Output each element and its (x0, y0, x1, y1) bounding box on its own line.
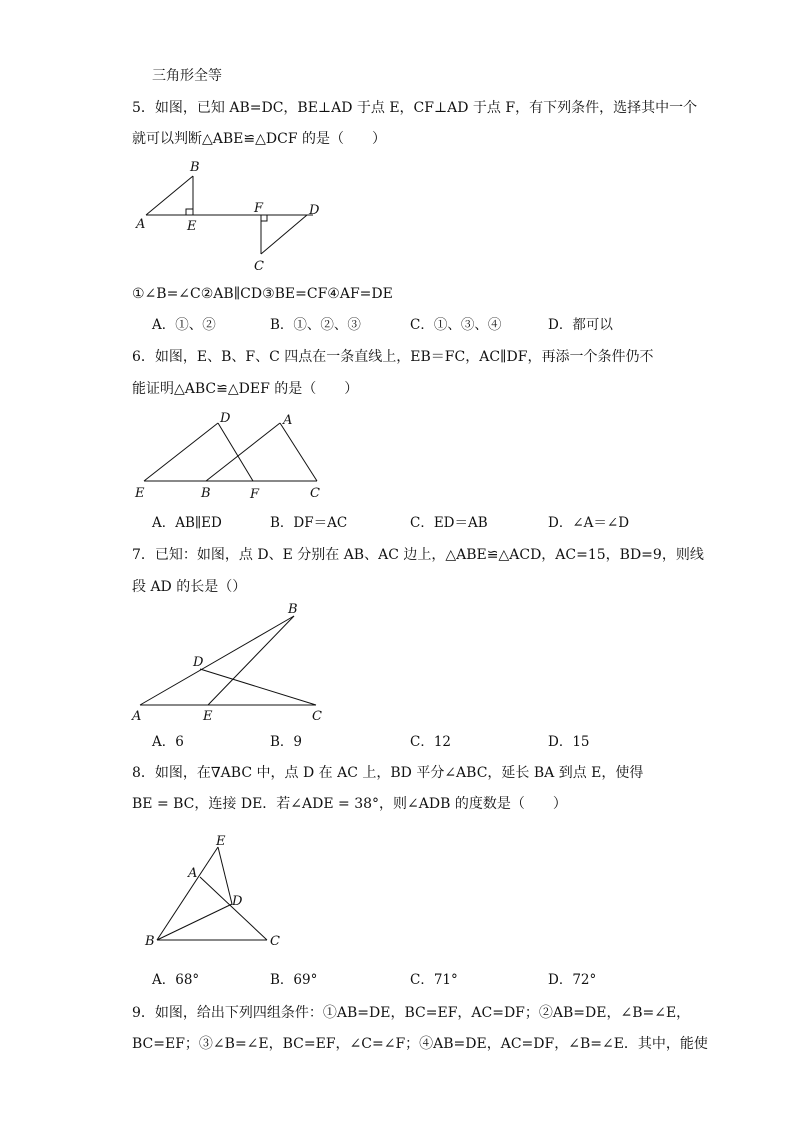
question-6-line-1: 6．如图，E、B、F、C 四点在一条直线上，EB＝FC，AC∥DF，再添一个条件仍不 (132, 349, 654, 365)
q5-option-a[interactable]: A．①、② (152, 317, 216, 333)
question-8-figure (140, 832, 290, 952)
label-e: E (187, 219, 197, 234)
label-d: D (309, 203, 320, 218)
label-d: D (232, 894, 243, 909)
question-8-line-1: 8．如图，在∇ABC 中，点 D 在 AC 上，BD 平分∠ABC，延长 BA 到点 E，使得 (132, 765, 644, 781)
question-8-line-2: BE = BC，连接 DE．若∠ADE = 38°，则∠ADB 的度数是（ ） (132, 796, 567, 812)
label-c: C (270, 934, 280, 949)
label-a: A (283, 413, 293, 428)
label-e: E (203, 709, 213, 724)
label-c: C (310, 486, 320, 501)
label-f: F (250, 487, 260, 502)
line-be (208, 616, 294, 705)
label-d: D (193, 655, 204, 670)
question-5-line-2: 就可以判断△ABE≌△DCF 的是（ ） (132, 131, 386, 147)
line-ed (144, 423, 218, 481)
question-7-figure (130, 598, 340, 728)
line-ab (140, 616, 294, 705)
label-e: E (135, 486, 145, 501)
line-df (218, 423, 253, 481)
question-5-line-1: 5．如图，已知 AB=DC，BE⊥AD 于点 E，CF⊥AD 于点 F，有下列条件，选择其中一个 (132, 100, 698, 116)
section-title: 三角形全等 (152, 68, 222, 84)
q8-option-c[interactable]: C．71° (410, 972, 458, 988)
q5-option-b[interactable]: B．①、②、③ (270, 317, 361, 333)
label-e: E (216, 834, 226, 849)
right-angle-mark-e (186, 209, 193, 215)
question-6-figure (130, 404, 340, 504)
label-b: B (145, 934, 155, 949)
line-ac (280, 423, 317, 481)
line-dc (200, 669, 316, 705)
label-f: F (254, 201, 264, 216)
q5-option-d[interactable]: D．都可以 (548, 317, 613, 333)
line-be (157, 847, 218, 940)
q6-option-b[interactable]: B．DF＝AC (270, 515, 348, 531)
q6-option-d[interactable]: D．∠A＝∠D (548, 515, 630, 531)
question-7-line-2: 段 AD 的长是（） (132, 579, 247, 595)
label-b: B (201, 486, 211, 501)
q6-option-c[interactable]: C．ED＝AB (410, 515, 488, 531)
question-7-line-1: 7．已知：如图，点 D、E 分别在 AB、AC 边上，△ABE≌△ACD，AC=15，BD=9，则线 (132, 547, 704, 563)
label-b: B (288, 602, 298, 617)
question-5-figure (130, 156, 340, 276)
q5-option-c[interactable]: C．①、③、④ (410, 317, 502, 333)
line-cd (261, 215, 307, 254)
q7-option-c[interactable]: C．12 (410, 734, 452, 750)
label-a: A (132, 709, 142, 724)
label-d: D (220, 411, 231, 426)
q8-option-a[interactable]: A．68° (152, 972, 200, 988)
q7-option-a[interactable]: A．6 (152, 734, 184, 750)
question-9-line-2: BC=EF；③∠B=∠E，BC=EF，∠C=∠F；④AB=DE，AC=DF，∠B=∠E．其中，能使 (132, 1036, 708, 1052)
q8-option-b[interactable]: B．69° (270, 972, 318, 988)
question-5-conditions: ①∠B=∠C②AB∥CD③BE=CF④AF=DE (132, 286, 393, 302)
q7-option-d[interactable]: D．15 (548, 734, 590, 750)
question-9-line-1: 9．如图，给出下列四组条件：①AB=DE，BC=EF，AC=DF；②AB=DE，∠B=∠E， (132, 1005, 691, 1021)
label-c: C (254, 259, 264, 274)
label-b: B (190, 160, 200, 175)
label-a: A (188, 866, 198, 881)
label-a: A (136, 217, 146, 232)
question-6-line-2: 能证明△ABC≌△DEF 的是（ ） (132, 381, 359, 397)
q6-option-a[interactable]: A．AB∥ED (152, 515, 222, 531)
line-ba (206, 423, 280, 481)
label-c: C (312, 709, 322, 724)
q7-option-b[interactable]: B．9 (270, 734, 303, 750)
q8-option-d[interactable]: D．72° (548, 972, 597, 988)
